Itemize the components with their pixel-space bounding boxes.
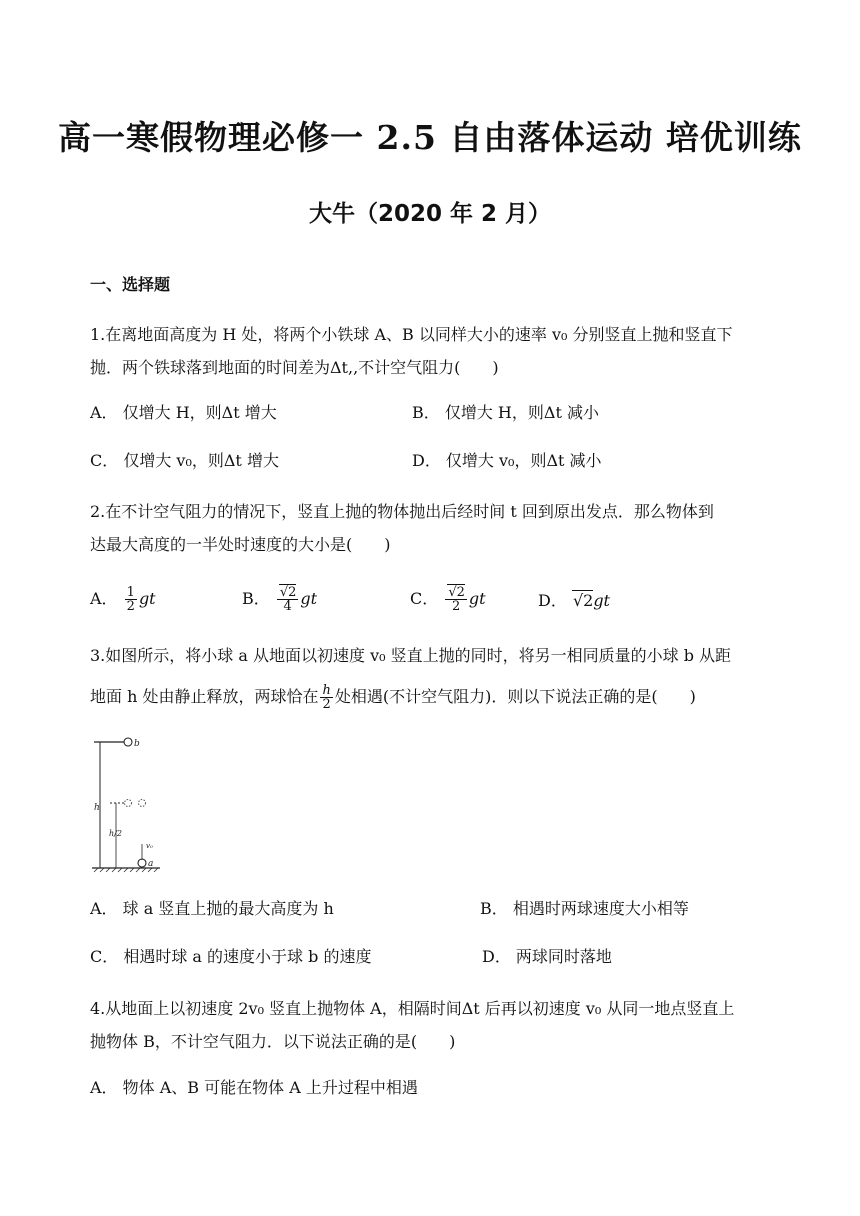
fraction: $\frac{√2}{4}$ [277,586,299,613]
question-2-line-1: 2.在不计空气阻力的情况下，竖直上抛的物体抛出后经时间 t 回到原出发点．那么物体到 [90,502,714,521]
ball-a [138,859,146,867]
fraction-h-over-2: $\frac{h}{2}$ [322,683,331,712]
q1-option-d: D． 仅增大 v₀，则Δt 减小 [412,451,602,470]
question-1-line-2: 抛．两个铁球落到地面的时间差为Δt,,不计空气阻力( ) [90,358,499,377]
fraction: $\frac{√2}{2}$ [445,586,467,613]
label-a: a [148,859,154,869]
q2-option-c: C． $\frac{√2}{2}$ gt [410,585,486,614]
q2-option-b: B． $\frac{√2}{4}$ gt [242,585,318,614]
question-4-line-2: 抛物体 B，不计空气阻力．以下说法正确的是( ) [90,1032,456,1051]
q1-option-b: B． 仅增大 H，则Δt 减小 [412,403,599,422]
q4-option-a: A． 物体 A、B 可能在物体 A 上升过程中相遇 [90,1078,418,1097]
label-h-half: h/2 [109,829,122,838]
question-4 [90,992,780,1058]
q3-option-d: D． 两球同时落地 [482,947,612,966]
document-title: 高一寒假物理必修一 2.5 自由落体运动 培优训练 [58,118,802,157]
question-2 [90,495,780,561]
fraction: $\frac{1}{2}$ [126,585,135,614]
question-2-line-2: 达最大高度的一半处时速度的大小是( ) [90,535,391,554]
meet-ball-2 [139,800,146,807]
document-subtitle: 大牛（2020 年 2 月） [308,201,552,227]
q3-option-b: B． 相遇时两球速度大小相等 [480,899,689,918]
question-1-line-1: 1.在离地面高度为 H 处，将两个小铁球 A、B 以同样大小的速率 v₀ 分别竖直上抛和竖直下 [90,325,733,344]
question-3-line-1: 3.如图所示，将小球 a 从地面以初速度 v₀ 竖直上抛的同时，将另一相同质量的小球 b 从距 [90,646,732,665]
figure-diagram [90,732,170,877]
label-v0: v₀ [146,842,153,850]
q1-option-a: A． 仅增大 H，则Δt 增大 [90,403,277,422]
q1-option-c: C． 仅增大 v₀，则Δt 增大 [90,451,279,470]
question-4-line-1: 4.从地面上以初速度 2v₀ 竖直上抛物体 A，相隔时间Δt 后再以初速度 v₀ 从同一地点竖直上 [90,999,735,1018]
q3-option-c: C． 相遇时球 a 的速度小于球 b 的速度 [90,947,372,966]
q2-option-d: D． √2gt [538,591,610,610]
q2-option-a: A． $\frac{1}{2}$ gt [90,585,156,614]
ball-b [124,738,132,746]
label-b: b [134,739,140,749]
q3-option-a: A． 球 a 竖直上抛的最大高度为 h [90,899,334,918]
question-3-line-2: 地面 h 处由静止释放，两球恰在 $\frac{h}{2}$ 处相遇(不计空气阻力)．则以下说法正确的是( ) [90,683,696,712]
label-h: h [94,803,100,813]
section-heading: 一、选择题 [90,275,171,294]
question-1 [90,318,780,384]
question-3 [90,639,780,713]
meet-ball-1 [125,800,132,807]
